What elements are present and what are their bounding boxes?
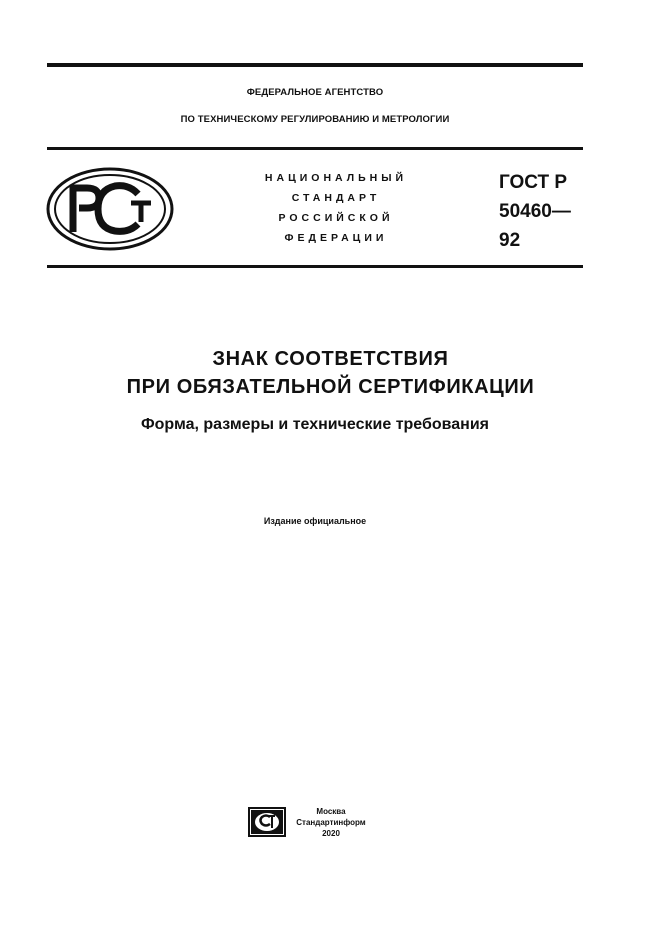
bottom-rule: [47, 265, 583, 268]
middle-rule: [47, 147, 583, 150]
edition-label: Издание официальное: [263, 516, 367, 526]
top-rule: [47, 63, 583, 67]
publisher-city: Москва: [316, 807, 346, 816]
national-line-2: СТАНДАРТ: [291, 192, 381, 204]
publisher-name: Стандартинформ: [296, 818, 366, 827]
national-line-4: ФЕДЕРАЦИИ: [284, 232, 388, 244]
agency-line-2: ПО ТЕХНИЧЕСКОМУ РЕГУЛИРОВАНИЮ И МЕТРОЛОГИИ: [180, 114, 450, 125]
document-title-line-1: ЗНАК СООТВЕТСТВИЯ: [212, 348, 449, 370]
gost-designation-line-1: ГОСТ Р: [499, 172, 568, 193]
publication-year: 2020: [322, 829, 340, 838]
national-line-1: НАЦИОНАЛЬНЫЙ: [264, 172, 408, 184]
agency-line-1: ФЕДЕРАЛЬНОЕ АГЕНТСТВО: [246, 87, 384, 98]
gost-designation-line-2: 50460—: [499, 201, 571, 222]
gost-r-emblem-icon: [45, 166, 175, 252]
document-subtitle: Форма, размеры и технические требования: [140, 416, 490, 433]
document-title-line-2: ПРИ ОБЯЗАТЕЛЬНОЙ СЕРТИФИКАЦИИ: [126, 376, 535, 398]
gost-designation-line-3: 92: [499, 230, 521, 251]
national-line-3: РОССИЙСКОЙ: [278, 212, 394, 224]
standartinform-logo-icon: [248, 807, 286, 837]
